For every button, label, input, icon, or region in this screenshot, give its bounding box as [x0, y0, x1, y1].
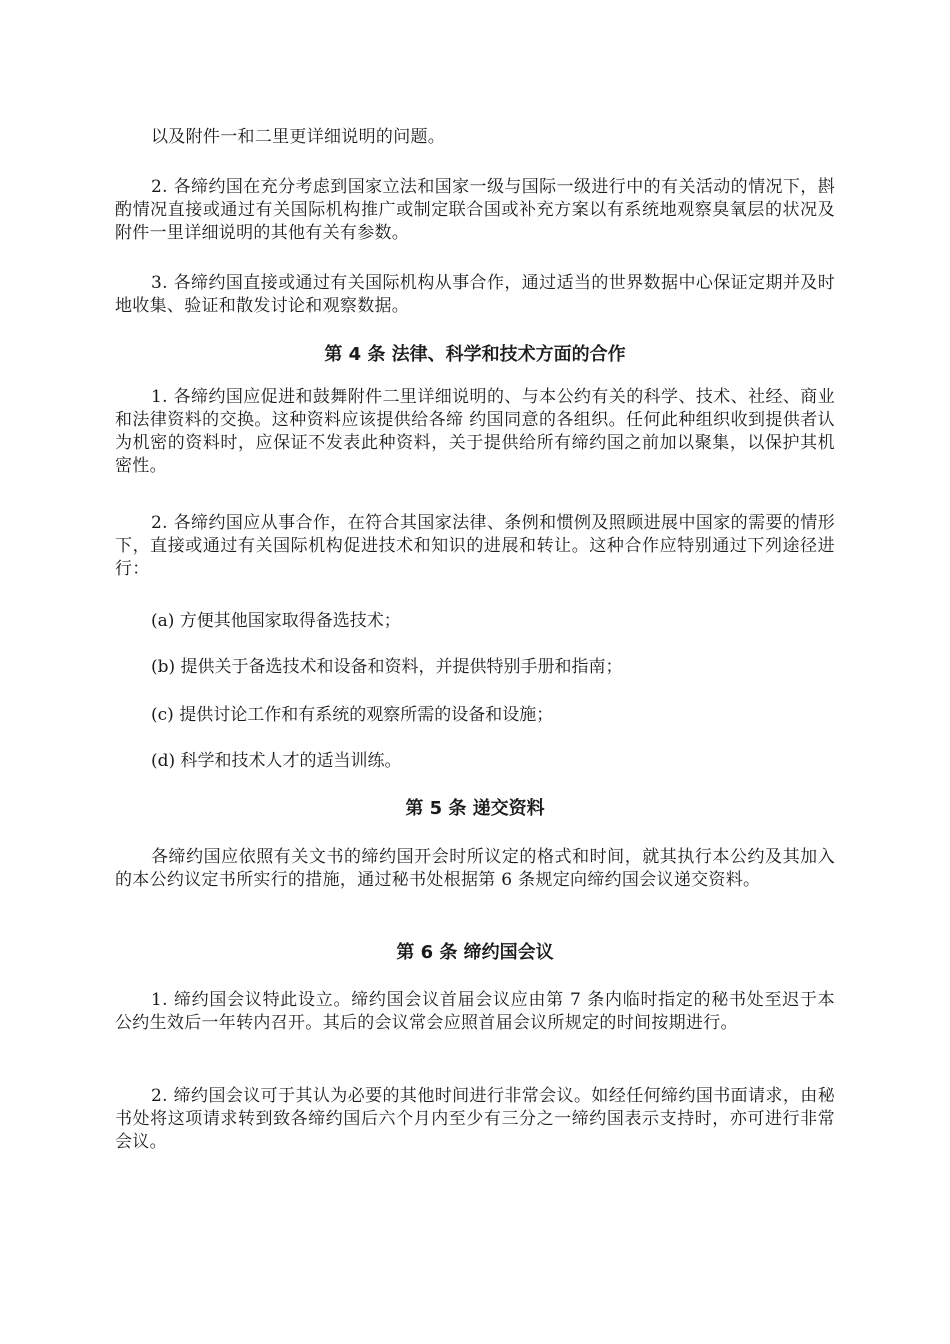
art3-paragraph-2: 2. 各缔约国在充分考虑到国家立法和国家一级与国际一级进行中的有关活动的情况下，斟酌情况直接或通过有关国际机构推广或制定联合国或补充方案以有系统地观察臭氧层的状况及附件一里详细说明的其他有关有参数。 [115, 177, 835, 243]
art6-paragraph-2: 2. 缔约国会议可于其认为必要的其他时间进行非常会议。如经任何缔约国书面请求，由秘书处将这项请求转到致各缔约国后六个月内至少有三分之一缔约国表示支持时，亦可进行非常会议。 [115, 1086, 835, 1152]
art3-paragraph-3: 3. 各缔约国直接或通过有关国际机构从事合作，通过适当的世界数据中心保证定期并及时地收集、验证和散发讨论和观察数据。 [115, 273, 835, 316]
continuation-paragraph: 以及附件一和二里更详细说明的问题。 [151, 127, 446, 147]
art5-heading: 第 5 条 递交资料 [405, 798, 545, 819]
art4-item-c: (c) 提供讨论工作和有系统的观察所需的设备和设施； [151, 705, 554, 725]
art4-item-b: (b) 提供关于备选技术和设备和资料，并提供特别手册和指南； [151, 657, 623, 677]
art4-heading: 第 4 条 法律、科学和技术方面的合作 [324, 344, 626, 365]
art4-item-a: (a) 方便其他国家取得备选技术； [151, 611, 401, 631]
art4-paragraph-2: 2. 各缔约国应从事合作，在符合其国家法律、条例和惯例及照顾进展中国家的需要的情形下，直接或通过有关国际机构促进技术和知识的进展和转让。这种合作应特别通过下列途径进行： [115, 513, 835, 579]
art4-item-d: (d) 科学和技术人才的适当训练。 [151, 751, 402, 771]
art6-paragraph-1: 1. 缔约国会议特此设立。缔约国会议首届会议应由第 7 条内临时指定的秘书处至迟于本公约生效后一年转内召开。其后的会议常会应照首届会议所规定的时间按期进行。 [115, 990, 835, 1033]
art6-heading: 第 6 条 缔约国会议 [396, 942, 554, 963]
art4-paragraph-1: 1. 各缔约国应促进和鼓舞附件二里详细说明的、与本公约有关的科学、技术、社经、商业和法律资料的交换。这种资料应该提供给各缔 约国同意的各组织。任何此种组织收到提供者认为机密的资料时，应保证不发表此种资料，关于提供给所有缔约国之前加以聚集，以保护其机密性。 [115, 387, 835, 476]
art5-paragraph-1: 各缔约国应依照有关文书的缔约国开会时所议定的格式和时间，就其执行本公约及其加入的本公约议定书所实行的措施，通过秘书处根据第 6 条规定向缔约国会议递交资料。 [115, 847, 835, 890]
